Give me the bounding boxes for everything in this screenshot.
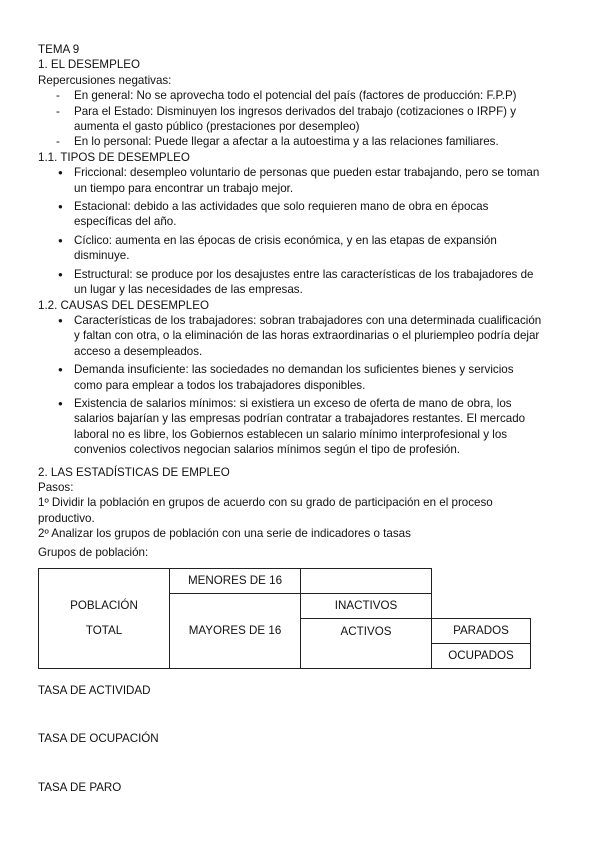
- table-cell: [170, 644, 301, 669]
- list-item: ● Estacional: debido a las actividades que solo requieren mano de obra en épocas específicas del año.: [38, 199, 570, 230]
- section-1-2-list: [38, 313, 570, 458]
- section-1-intro: Repercusiones negativas:: [38, 73, 172, 87]
- list-item: - Para el Estado: Disminuyen los ingresos derivados del trabajo (cotizaciones o IRPF) y aumenta el gasto público (prestaciones por desempleo): [38, 104, 570, 135]
- table-cell: [170, 594, 301, 619]
- document-page: [38, 42, 570, 795]
- list-item: ● Existencia de salarios mínimos: si existiera un exceso de oferta de mano de obra, los salarios bajarían y las empresas podrían contratar a trabajadores restantes. El mercado laboral no es libre, los Gobiernos establecen un salario mínimo interprofesional y los convenios colectivos negocian salarios mínimos según el tipo de profesión.: [38, 396, 570, 458]
- table-cell: [39, 644, 170, 669]
- table-cell: TOTAL: [39, 619, 170, 644]
- section-2-line: productivo.: [38, 511, 95, 525]
- tasa-paro: TASA DE PARO: [38, 780, 122, 794]
- list-item: - En general: No se aprovecha todo el potencial del país (factores de producción: F.P.P): [38, 88, 570, 103]
- tasa-actividad: TASA DE ACTIVIDAD: [38, 684, 151, 697]
- table-cell: POBLACIÓN: [39, 594, 170, 619]
- table-cell: INACTIVOS: [301, 594, 432, 619]
- table-cell: [301, 644, 432, 669]
- population-table: [38, 568, 531, 669]
- table-cell: ACTIVOS: [301, 619, 432, 644]
- table-cell: [301, 569, 432, 594]
- list-item: ● Friccional: desempleo voluntario de personas que pueden estar trabajando, pero se toman un tiempo para encontrar un trabajo mejor.: [38, 165, 570, 196]
- section-1-1-list: [38, 165, 570, 297]
- table-cell: [432, 594, 531, 619]
- list-item: - En lo personal: Puede llegar a afectar a la autoestima y a las relaciones familiares.: [38, 134, 570, 149]
- section-1-list: [38, 88, 570, 150]
- table-cell: PARADOS: [432, 619, 531, 644]
- table-cell: [39, 569, 170, 594]
- grupos-label: Grupos de población:: [38, 545, 149, 559]
- list-item: ● Cíclico: aumenta en las épocas de crisis económica, y en las etapas de expansión disminuye.: [38, 233, 570, 264]
- table-cell: MAYORES DE 16: [170, 619, 301, 644]
- section-2-pasos: Pasos:: [38, 480, 74, 494]
- section-1-1-heading: 1.1. TIPOS DE DESEMPLEO: [38, 150, 190, 164]
- document-title: TEMA 9: [38, 43, 80, 56]
- section-1-heading: 1. EL DESEMPLEO: [38, 58, 141, 72]
- section-2-line: 1º Dividir la población en grupos de acuerdo con su grado de participación en el proceso: [38, 496, 493, 510]
- section-2-heading: 2. LAS ESTADÍSTICAS DE EMPLEO: [38, 465, 230, 479]
- list-item: ● Características de los trabajadores: sobran trabajadores con una determinada cualificación y faltan con otra, o la eliminación de las horas extraordinarias o el pluriempleo podría dejar acceso a desempleados.: [38, 313, 570, 359]
- table-cell: OCUPADOS: [432, 644, 531, 669]
- list-item: ● Estructural: se produce por los desajustes entre las características de los trabajadores de un lugar y las necesidades de las empresas.: [38, 267, 570, 298]
- table-cell: MENORES DE 16: [170, 569, 301, 594]
- section-1-2-heading: 1.2. CAUSAS DEL DESEMPLEO: [38, 298, 209, 312]
- section-2-line: 2º Analizar los grupos de población con una serie de indicadores o tasas: [38, 527, 411, 541]
- tasa-ocupacion: TASA DE OCUPACIÓN: [38, 732, 159, 746]
- table-cell: [432, 569, 531, 594]
- list-item: ● Demanda insuficiente: las sociedades no demandan los suficientes bienes y servicios como para emplear a todos los trabajadores disponibles.: [38, 362, 570, 393]
